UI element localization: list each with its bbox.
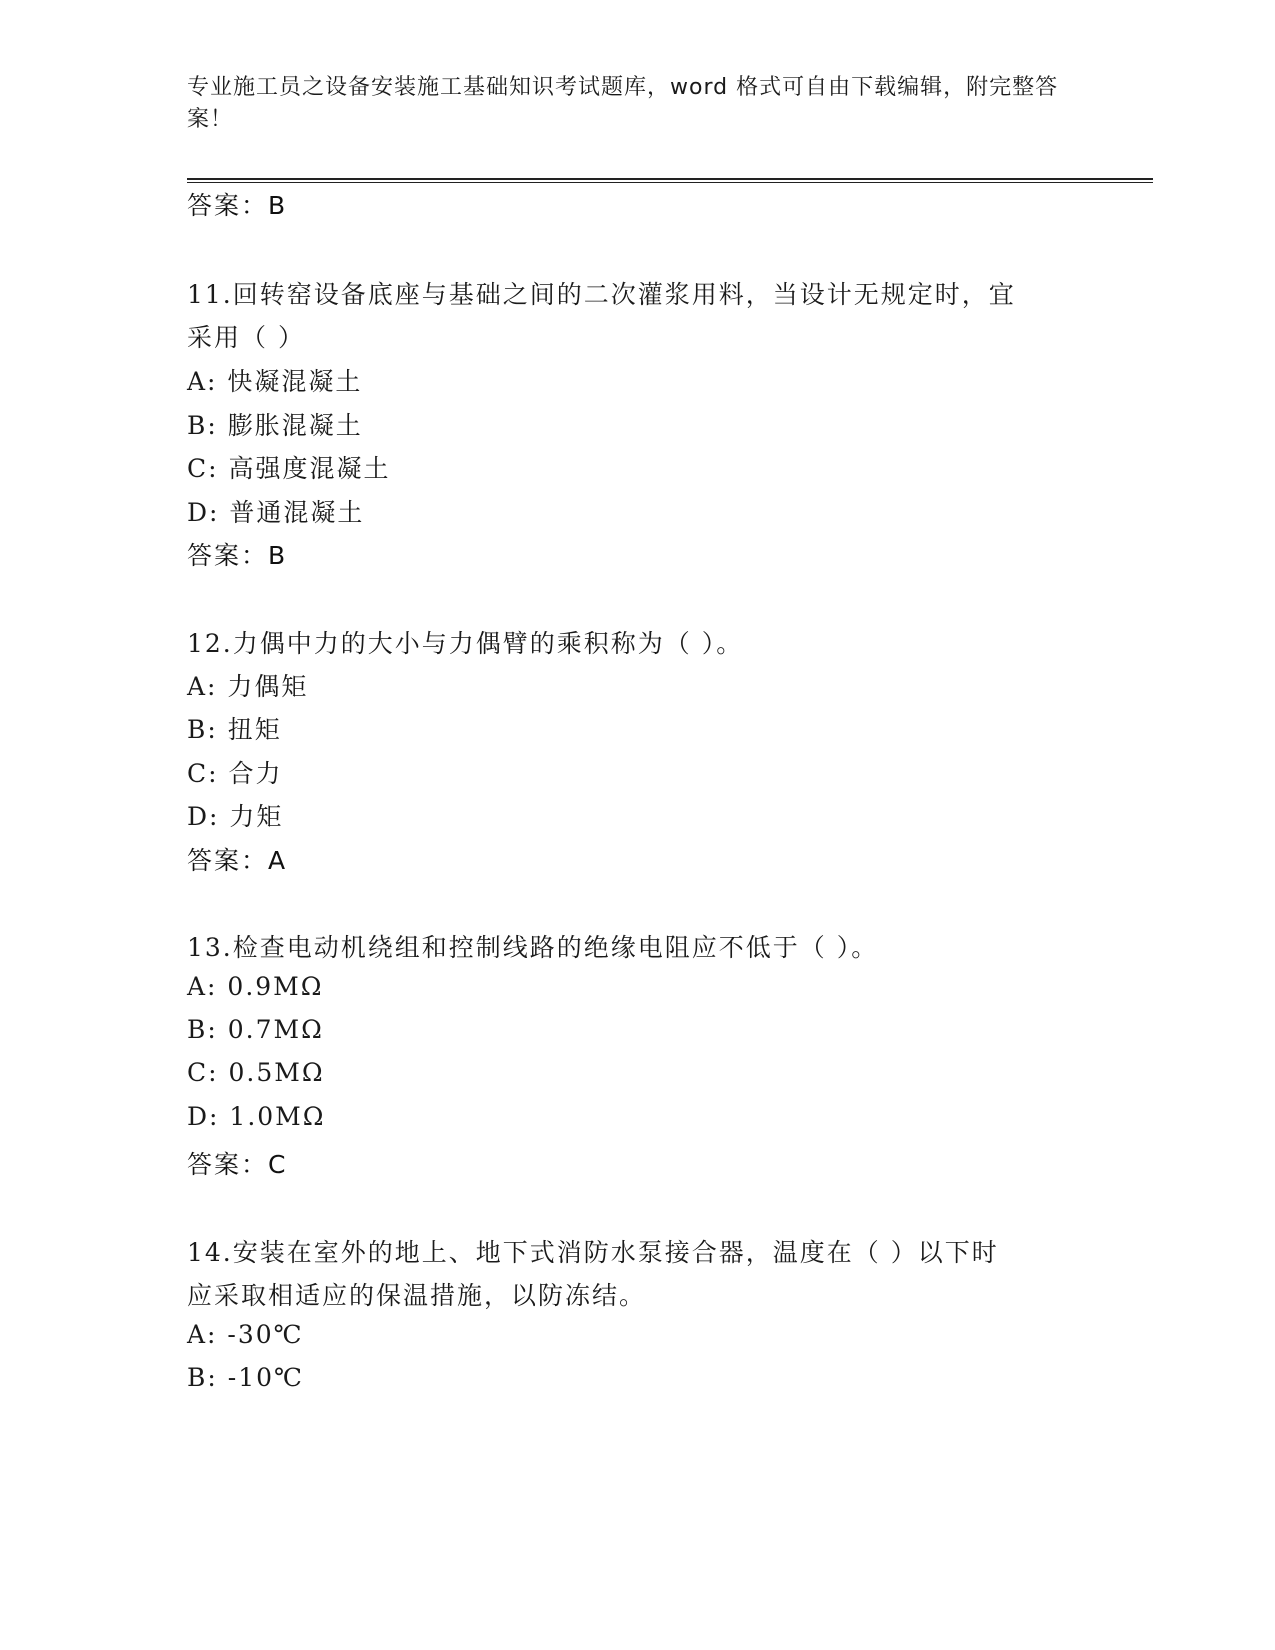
question-11-stem-line2: 采用（ ） xyxy=(187,323,305,352)
question-14-stem-line1: 14.安装在室外的地上、地下式消防水泵接合器，温度在（ ）以下时 xyxy=(187,1238,999,1267)
question-13-stem-line1: 13.检查电动机绕组和控制线路的绝缘电阻应不低于（ ）。 xyxy=(187,933,879,962)
question-12-stem-line1: 12.力偶中力的大小与力偶臂的乘积称为（ ）。 xyxy=(187,629,744,658)
header-divider-thick xyxy=(187,178,1153,180)
header-divider-thin xyxy=(187,182,1153,183)
question-12-option-a: A: 力偶矩 xyxy=(187,672,309,701)
question-12-option-c: C: 合力 xyxy=(187,759,283,788)
question-12-option-d: D: 力矩 xyxy=(187,802,284,831)
document-header: 专业施工员之设备安装施工基础知识考试题库，word 格式可自由下载编辑，附完整答案！ xyxy=(187,75,1059,132)
question-11-option-c: C: 高强度混凝土 xyxy=(187,454,391,483)
question-12-answer: 答案：A xyxy=(187,846,288,875)
question-14-option-a: A: -30℃ xyxy=(187,1320,304,1349)
question-13-option-b: B: 0.7MΩ xyxy=(187,1015,324,1044)
question-14-option-b: B: -10℃ xyxy=(187,1363,304,1392)
question-11-option-b: B: 膨胀混凝土 xyxy=(187,411,363,440)
question-13-option-a: A: 0.9MΩ xyxy=(187,972,324,1001)
question-13-answer: 答案：C xyxy=(187,1150,288,1179)
question-12-option-b: B: 扭矩 xyxy=(187,715,282,744)
question-11-stem-line1: 11.回转窑设备底座与基础之间的二次灌浆用料，当设计无规定时，宜 xyxy=(187,280,1016,309)
question-13-option-c: C: 0.5MΩ xyxy=(187,1058,325,1087)
question-11-option-d: D: 普通混凝土 xyxy=(187,498,365,527)
question-13-option-d: D: 1.0MΩ xyxy=(187,1102,326,1131)
question-11-option-a: A: 快凝混凝土 xyxy=(187,367,363,396)
question-11-answer: 答案：B xyxy=(187,541,288,570)
question-14-stem-line2: 应采取相适应的保温措施，以防冻结。 xyxy=(187,1281,647,1310)
answer-previous: 答案：B xyxy=(187,191,288,220)
